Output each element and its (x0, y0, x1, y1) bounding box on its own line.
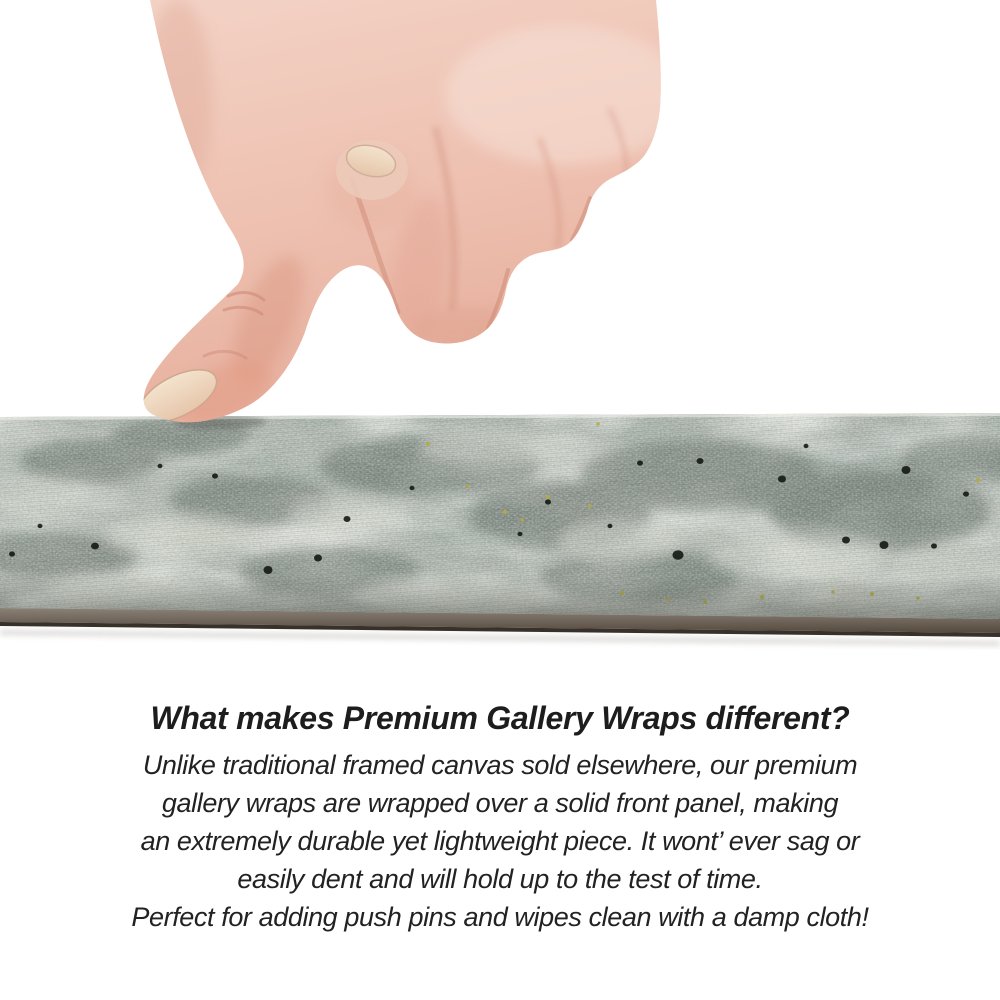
info-line: Perfect for adding push pins and wipes clean with a damp cloth! (131, 902, 869, 932)
info-line: Unlike traditional framed canvas sold elsewhere, our premium (142, 750, 858, 780)
hand-photo (0, 0, 1000, 430)
info-line: an extremely durable yet lightweight piece. It wont’ ever sag or (140, 826, 860, 856)
info-heading: What makes Premium Gallery Wraps different? (150, 700, 850, 736)
canvas-strip-graphic (0, 406, 1000, 650)
canvas-strip-photo (0, 406, 1000, 650)
fist-graphic (0, 0, 1000, 430)
canvas-face (0, 406, 1000, 626)
tucked-fingertip (336, 140, 408, 200)
info-line: easily dent and will hold up to the test of time. (237, 864, 763, 894)
info-line: gallery wraps are wrapped over a solid front panel, making (161, 788, 839, 818)
info-text-block (0, 700, 1000, 936)
